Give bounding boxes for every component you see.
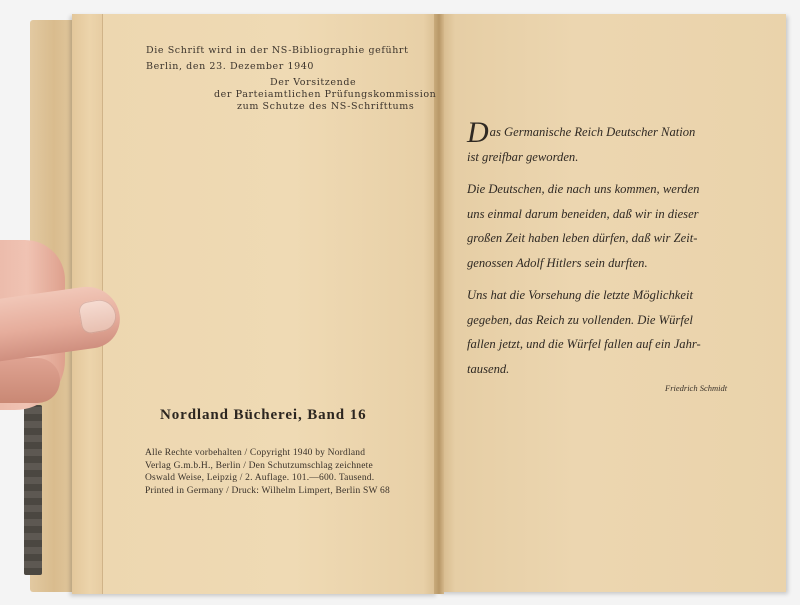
quote-line: ist greifbar geworden. [467, 149, 579, 164]
quote-line: genossen Adolf Hitlers sein durften. [467, 255, 648, 270]
chairman-line: Der Vorsitzende [270, 77, 357, 88]
spine-binding [24, 405, 42, 575]
copyright-line: Oswald Weise, Leipzig / 2. Auflage. 101.—600. Tausend. [145, 473, 375, 483]
copyright-block [145, 447, 425, 497]
commission-purpose-line: zum Schutze des NS-Schrifttums [237, 101, 415, 112]
commission-line: der Parteiamtlichen Prüfungskommission [214, 89, 437, 100]
bibliography-note: Die Schrift wird in der NS-Bibliographie geführt [146, 45, 409, 56]
quote-line: Uns hat die Vorsehung die letzte Möglichkeit [467, 288, 693, 302]
quote-line: Die Deutschen, die nach uns kommen, werden [467, 182, 700, 196]
drop-cap: D [467, 116, 489, 149]
hand [0, 240, 130, 410]
quote-text [467, 116, 757, 389]
quote-attribution: Friedrich Schmidt [665, 383, 728, 393]
finger [0, 358, 60, 403]
quote-line: großen Zeit haben leben dürfen, daß wir Zeit- [467, 231, 698, 245]
copyright-line: Printed in Germany / Druck: Wilhelm Limpert, Berlin SW 68 [145, 485, 390, 496]
quote-line: as Germanische Reich Deutscher Nation [489, 125, 696, 139]
quote-line: fallen jetzt, und die Würfel fallen auf ein Jahr- [467, 337, 701, 351]
quote-line: gegeben, das Reich zu vollenden. Die Würfel [467, 312, 693, 327]
date-line: Berlin, den 23. Dezember 1940 [146, 61, 315, 72]
series-title: Nordland Bücherei, Band 16 [160, 407, 367, 423]
book-gutter [434, 14, 444, 594]
copyright-line: Alle Rechte vorbehalten / Copyright 1940 by Nordland [145, 448, 366, 458]
copyright-line: Verlag G.m.b.H., Berlin / Den Schutzumschlag zeichnete [145, 460, 373, 471]
quote-line: tausend. [467, 361, 510, 376]
quote-line: uns einmal darum beneiden, daß wir in dieser [467, 206, 699, 221]
